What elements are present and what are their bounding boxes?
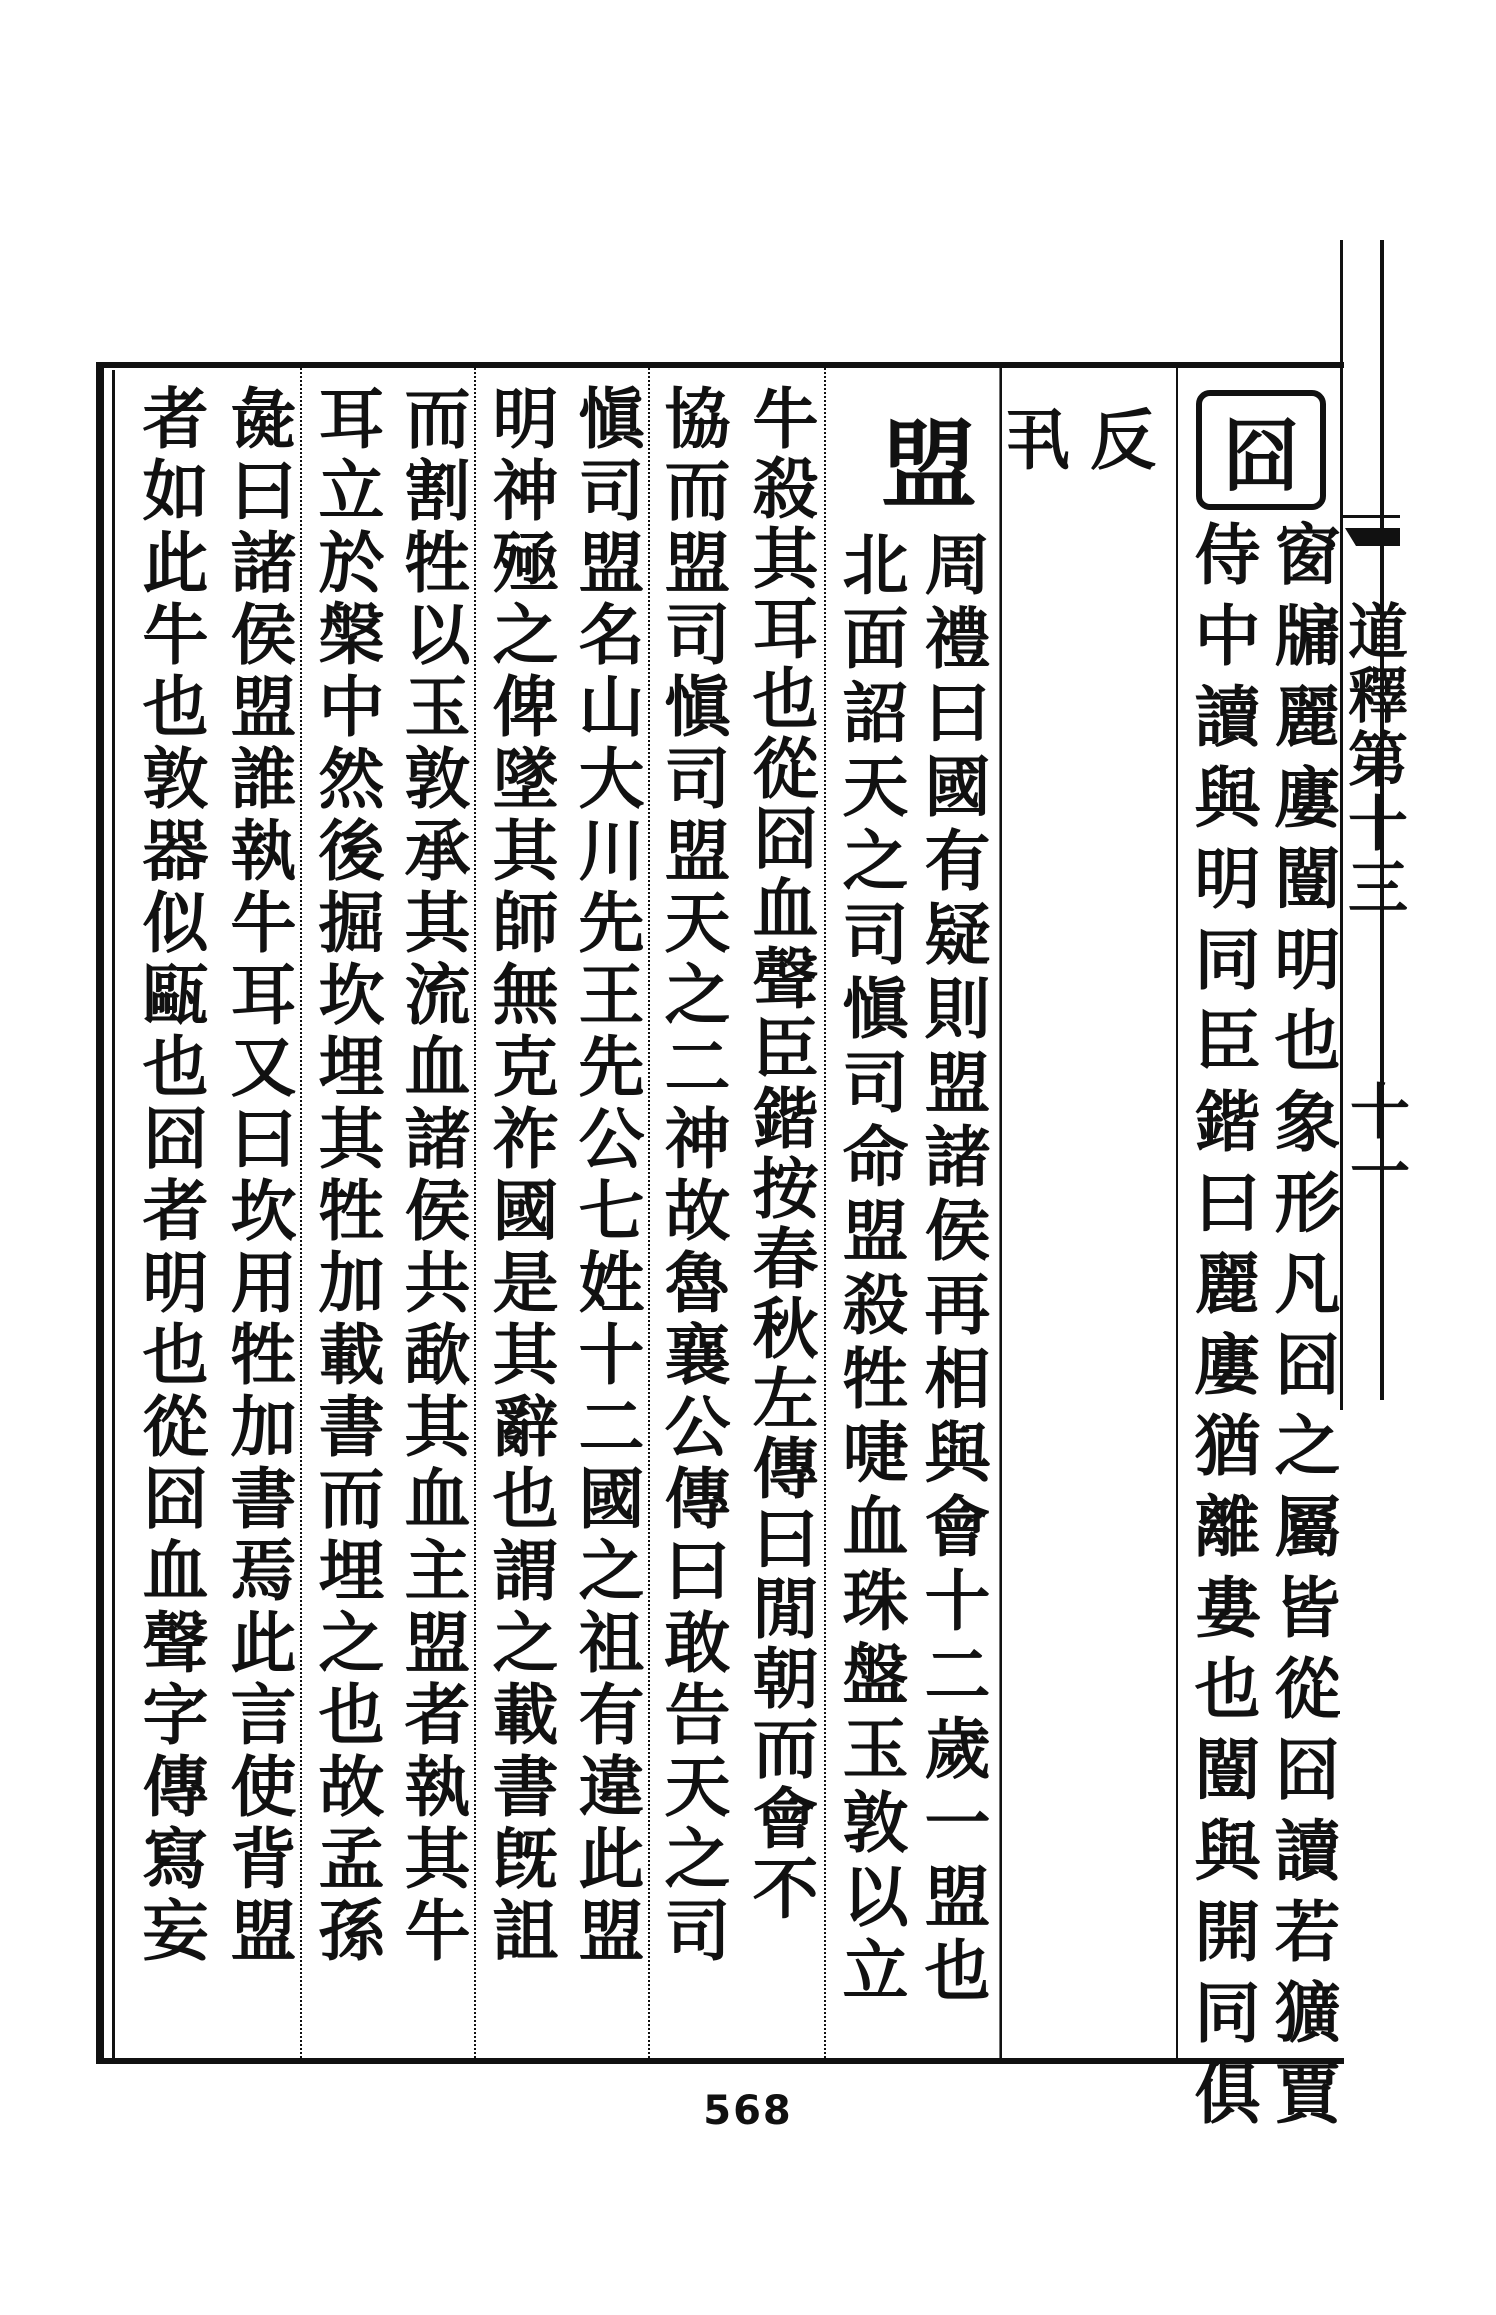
frame-left-thin xyxy=(112,370,115,2058)
page-number: 568 xyxy=(703,2088,793,2134)
entry2-line9: 彘曰諸侯盟誰執牛耳又曰坎用牲加書焉此言使背盟 xyxy=(219,384,297,1968)
text-column xyxy=(830,530,910,2210)
fanqie-column xyxy=(1004,380,1176,500)
entry1-line1: 窗牖麗廔闓明也象形凡囧之屬皆從囧讀若獷賈 xyxy=(1263,520,1341,2140)
entry2-line1: 周禮曰國有疑則盟諸侯再相與會十二歲一盟也 xyxy=(913,530,991,2010)
margin-folio-text: 十一 xyxy=(1340,1080,1410,1200)
seal-character-meng xyxy=(870,398,988,521)
entry2-line7: 而割牲以玉敦承其流血諸侯共歃其血主盟者執其牛 xyxy=(393,384,471,1968)
entry2-line3: 牛殺其耳也從囧血聲臣鍇按春秋左傳曰閒朝而會不 xyxy=(741,384,819,1924)
margin-title-text: 道釋第十三 xyxy=(1338,600,1408,920)
text-column xyxy=(480,384,560,2064)
text-column xyxy=(652,384,732,2064)
margin-rule xyxy=(1340,515,1400,518)
fish-tail-mark xyxy=(1345,528,1400,546)
text-column xyxy=(1262,520,1342,2200)
frame-left-thick xyxy=(96,362,104,2064)
col-divider xyxy=(1176,368,1178,2058)
seal-char-text: 囧 xyxy=(1221,411,1300,502)
text-column xyxy=(566,384,646,2064)
text-column xyxy=(218,384,298,2064)
entry2-line8: 耳立於槃中然後掘坎埋其牲加載書而埋之也故孟孫 xyxy=(307,384,385,1968)
entry2-line2: 北面詔天之司愼司命盟殺牲啑血珠盤玉敦以立 xyxy=(831,530,909,2010)
entry2-line5: 愼司盟名山大川先王先公七姓十二國之祖有違此盟 xyxy=(567,384,645,1968)
seal-character-jiong xyxy=(1196,390,1326,510)
frame-top xyxy=(96,362,1344,368)
entry1-line2: 侍中讀與明同臣鍇曰麗廔猶離婁也闓與開同俱 xyxy=(1183,520,1261,2140)
entry2-line6: 明神殛之俾墜其師無克祚國是其辭也謂之載書旣詛 xyxy=(481,384,559,1968)
text-column xyxy=(392,384,472,2064)
text-column xyxy=(306,384,386,2064)
entry2-line10: 者如此牛也敦器似甌也囧者明也從囧血聲字傳寫妄 xyxy=(131,384,209,1968)
col-divider xyxy=(999,368,1001,2058)
margin-title xyxy=(1338,600,1408,920)
text-column xyxy=(1182,520,1262,2200)
text-column xyxy=(130,384,210,2064)
seal-char-text-2: 盟 xyxy=(881,407,977,521)
text-column xyxy=(740,384,820,2064)
fanqie-text: 丮反 xyxy=(1004,401,1176,479)
entry2-line4: 協而盟司愼司盟天之二神故魯襄公傳曰敢告天之司 xyxy=(653,384,731,1968)
text-column xyxy=(912,530,992,2210)
margin-folio xyxy=(1340,1080,1410,1200)
